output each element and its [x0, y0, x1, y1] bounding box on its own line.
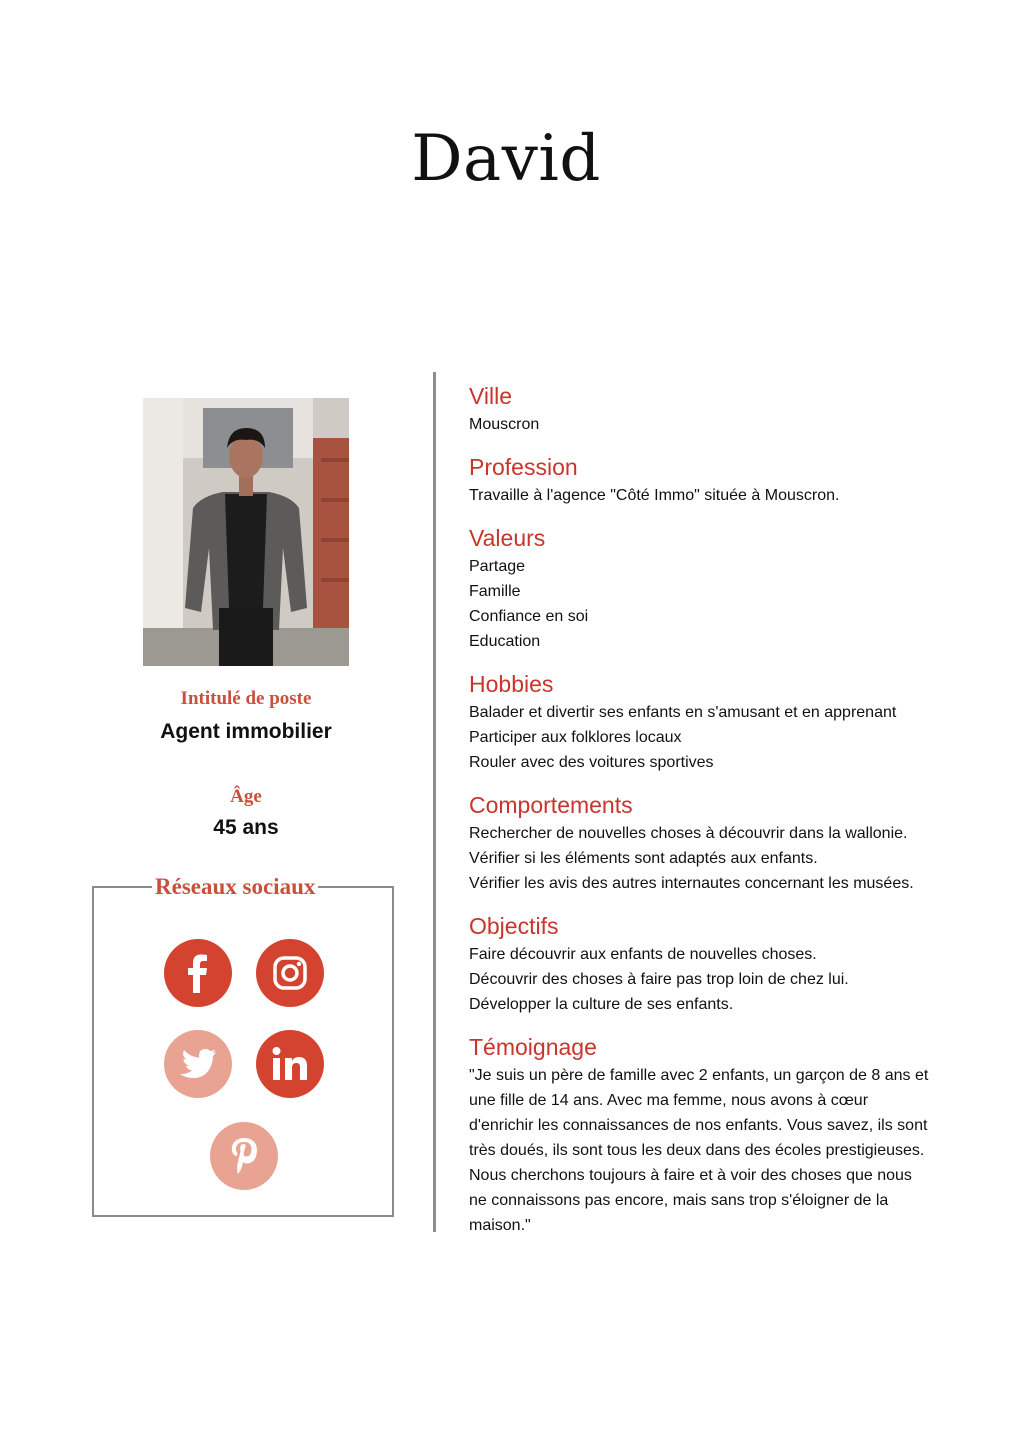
section-line: une fille de 14 ans. Avec ma femme, nous avons à cœur: [469, 1092, 869, 1109]
section-ville: [469, 380, 989, 437]
job-title-value: Agent immobilier: [160, 720, 332, 743]
section-valeurs: [469, 522, 989, 654]
section-line: ne connaissons pas encore, mais sans trop s'éloigner de la: [469, 1192, 889, 1209]
section-line: Vérifier si les éléments sont adaptés aux enfants.: [469, 850, 818, 867]
job-title-label: Intitulé de poste: [180, 688, 312, 709]
profile-photo: [143, 398, 349, 666]
section-line: Rechercher de nouvelles choses à découvrir dans la wallonie.: [469, 825, 908, 842]
section-line: Découvrir des choses à faire pas trop loin de chez lui.: [469, 971, 849, 988]
section-temoignage: [469, 1031, 989, 1238]
section-title: Témoignage: [469, 1034, 597, 1060]
section-title: Profession: [469, 454, 578, 480]
pinterest-icon[interactable]: [210, 1122, 278, 1190]
section-hobbies: [469, 668, 989, 775]
age-label: Âge: [230, 786, 262, 807]
section-title: Objectifs: [469, 913, 559, 939]
section-profession: [469, 451, 989, 508]
page-title: David: [411, 122, 601, 196]
section-line: Balader et divertir ses enfants en s'amusant et en apprenant: [469, 704, 897, 721]
twitter-icon[interactable]: [164, 1030, 232, 1098]
section-line: maison.": [469, 1217, 531, 1234]
vertical-divider: [433, 372, 436, 1232]
section-line: Vérifier les avis des autres internautes concernant les musées.: [469, 875, 914, 892]
section-line: "Je suis un père de famille avec 2 enfants, un garçon de 8 ans et: [469, 1067, 929, 1084]
linkedin-icon[interactable]: [256, 1030, 324, 1098]
section-line: Famille: [469, 583, 521, 600]
persona-details: [469, 380, 989, 1248]
section-line: Confiance en soi: [469, 608, 589, 625]
age-value: 45 ans: [213, 816, 279, 839]
section-title: Valeurs: [469, 525, 546, 551]
section-line: Mouscron: [469, 416, 540, 433]
section-line: très doués, ils sont tous les deux dans des écoles prestigieuses.: [469, 1142, 925, 1159]
instagram-icon[interactable]: [256, 939, 324, 1007]
section-line: Participer aux folklores locaux: [469, 729, 682, 746]
social-networks-title: Réseaux sociaux: [152, 873, 318, 901]
section-title: Comportements: [469, 792, 633, 818]
section-objectifs: [469, 910, 989, 1017]
section-line: d'enrichir les connaissances de nos enfants. Vous savez, ils sont: [469, 1117, 928, 1134]
section-comportements: [469, 789, 989, 896]
section-line: Partage: [469, 558, 526, 575]
facebook-icon[interactable]: [164, 939, 232, 1007]
section-line: Rouler avec des voitures sportives: [469, 754, 714, 771]
section-title: Hobbies: [469, 671, 554, 697]
section-line: Nous cherchons toujours à faire et à voir des choses que nous: [469, 1167, 912, 1184]
section-line: Développer la culture de ses enfants.: [469, 996, 734, 1013]
section-line: Education: [469, 633, 541, 650]
section-title: Ville: [469, 383, 513, 409]
section-line: Travaille à l'agence "Côté Immo" située à Mouscron.: [469, 487, 840, 504]
section-line: Faire découvrir aux enfants de nouvelles choses.: [469, 946, 817, 963]
